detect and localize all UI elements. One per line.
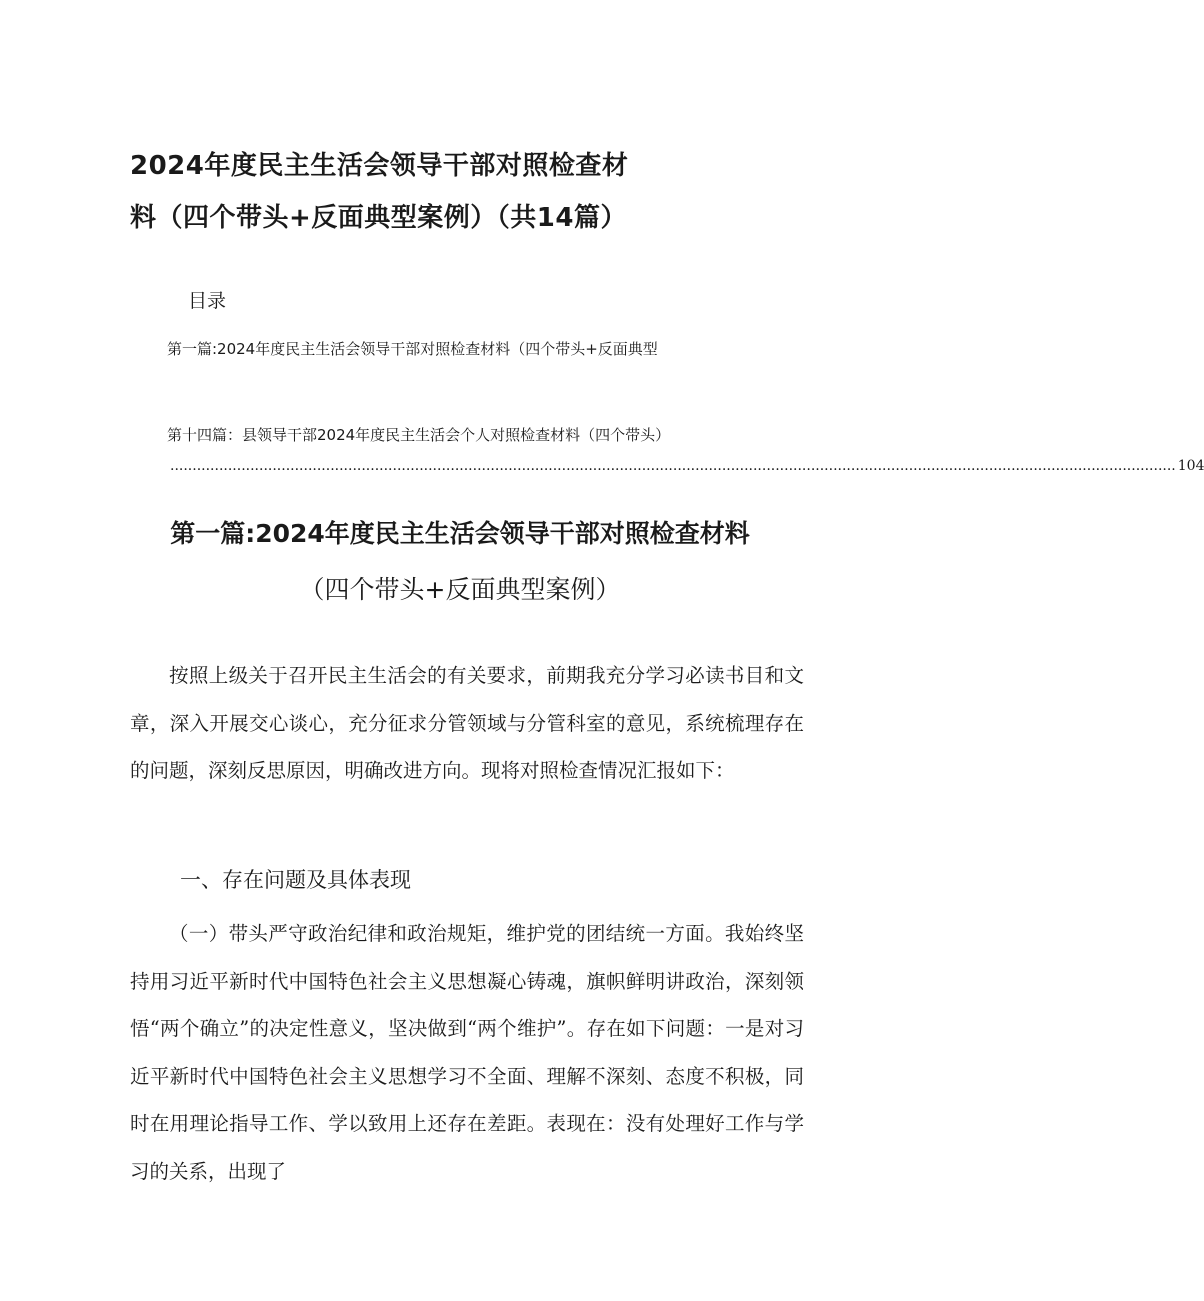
toc-item-1[interactable]: 第一篇:2024年度民主生活会领导干部对照检查材料（四个带头+反面典型 <box>167 340 658 358</box>
section-title-line1: 第一篇:2024年度民主生活会领导干部对照检查材料 <box>170 519 750 548</box>
intro-paragraph: 按照上级关于召开民主生活会的有关要求，前期我充分学习必读书目和文章，深入开展交心谈心，充分征求分管领域与分管科室的意见，系统梳理存在的问题，深刻反思原因，明确改进方向。现将对照检查情况汇报如下： <box>130 664 804 782</box>
document-title-line1: 2024年度民主生活会领导干部对照检查材 <box>130 151 629 181</box>
document-title <box>130 140 770 244</box>
section-heading-1: 一、存在问题及具体表现 <box>180 868 411 892</box>
toc-leader-dots: .................................................................................................................................................................................................................................. <box>170 458 1176 474</box>
paragraph-1: （一）带头严守政治纪律和政治规矩，维护党的团结统一方面。我始终坚持用习近平新时代中国特色社会主义思想凝心铸魂，旗帜鲜明讲政治，深刻领悟“两个确立”的决定性意义，坚决做到“两个维护”。存在如下问题：一是对习近平新时代中国特色社会主义思想学习不全面、理解不深刻、态度不积极，同时在用理论指导工作、学以致用上还存在差距。表现在：没有处理好工作与学习的关系，出现了 <box>130 922 804 1183</box>
toc-leader-line <box>170 458 1204 474</box>
section-title-line2: （四个带头+反面典型案例） <box>299 575 621 604</box>
toc-item-14[interactable]: 第十四篇：县领导干部2024年度民主生活会个人对照检查材料（四个带头） <box>167 426 671 444</box>
document-title-line2: 料（四个带头+反面典型案例）（共14篇） <box>130 203 627 233</box>
toc-page-number: 104 <box>1177 458 1204 474</box>
toc-heading: 目录 <box>188 290 227 312</box>
